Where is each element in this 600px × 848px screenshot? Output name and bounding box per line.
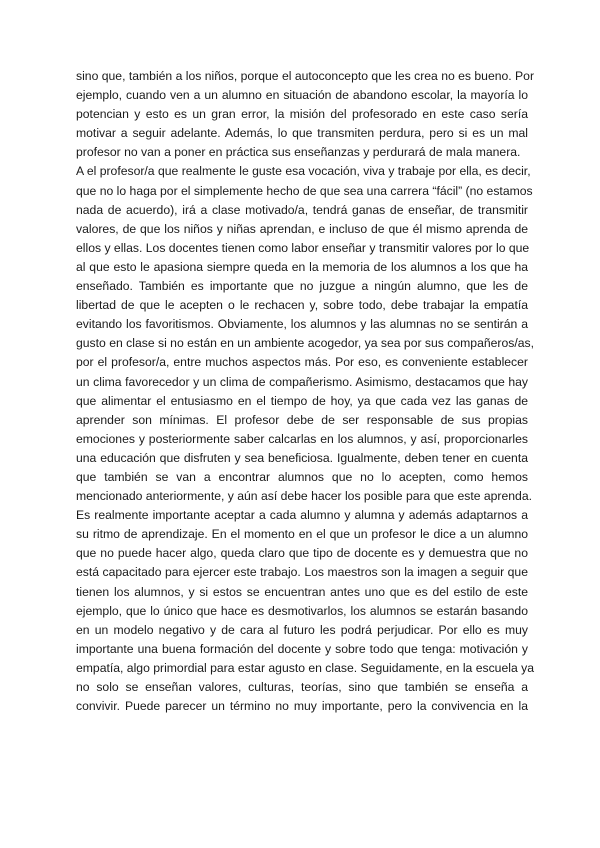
text-line: que no puede hacer algo, queda claro que tipo de docente es y demuestra que no <box>76 546 528 561</box>
text-line: aprender son mínimas. El profesor debe de ser responsable de sus propias <box>76 412 528 427</box>
text-line: ellos y ellas. Los docentes tienen como labor enseñar y transmitir valores por lo que <box>76 240 530 255</box>
text-line: por el profesor/a, entre muchos aspectos más. Por eso, es conveniente establecer <box>76 355 528 370</box>
text-line: mencionado anteriormente, y aún así debe hacer los posible para que este aprenda. <box>76 489 532 504</box>
text-line: un clima favorecedor y un clima de compañerismo. Asimismo, destacamos que hay <box>76 374 528 389</box>
text-line: convivir. Puede parecer un término no muy importante, pero la convivencia en la <box>76 699 528 714</box>
text-line: libertad de que le acepten o le rechacen y, sobre todo, debe trabajar la empatía <box>76 298 528 313</box>
text-line: profesor no van a poner en práctica sus enseñanzas y perdurará de mala manera. <box>76 145 521 160</box>
text-line: no solo se enseñan valores, culturas, teorías, sino que también se enseña a <box>76 680 528 694</box>
text-line: Es realmente importante aceptar a cada alumno y alumna y además adaptarnos a <box>76 508 528 523</box>
text-line: ejemplo, cuando ven a un alumno en situación de abandono escolar, la mayoría lo <box>76 88 528 103</box>
text-line: sino que, también a los niños, porque el autoconcepto que les crea no es bueno. Por <box>76 69 535 83</box>
body-text <box>76 67 535 716</box>
text-line: que también se van a encontrar alumnos que no lo acepten, como hemos <box>76 469 528 484</box>
text-line: una educación que disfruten y sea beneficiosa. Igualmente, deben tener en cuenta <box>76 450 528 465</box>
text-line: emociones y posteriormente saber calcarlas en los alumnos, y así, proporcionarles <box>76 431 528 446</box>
text-line: en un modelo negativo y de cara al futuro les podrá perjudicar. Por ello es muy <box>76 622 528 637</box>
text-line: que alimentar el entusiasmo en el tiempo de hoy, ya que cada vez las ganas de <box>76 393 528 408</box>
text-line: al que esto le apasiona siempre queda en la memoria de los alumnos a los que ha <box>76 259 528 274</box>
text-line: valores, de que los niños y niñas aprendan, e incluso de que él mismo aprenda de <box>76 221 528 236</box>
text-line: enseñado. También es importante que no juzgue a ningún alumno, que les de <box>76 279 528 294</box>
text-line: que no lo haga por el simplemente hecho de que sea una carrera “fácil” (no estamos <box>76 183 533 198</box>
text-line: tienen los alumnos, y si estos se encuentran antes uno que es del estilo de este <box>76 584 528 599</box>
text-line: gusto en clase si no están en un ambiente acogedor, ya sea por sus compañeros/as, <box>76 336 534 351</box>
text-line: nada de acuerdo), irá a clase motivado/a, tendrá ganas de enseñar, de transmitir <box>76 202 528 217</box>
text-line: potencian y esto es un gran error, la misión del profesorado en este caso sería <box>76 107 528 122</box>
text-line: empatía, algo primordial para estar agusto en clase. Seguidamente, en la escuela ya <box>76 660 534 675</box>
text-line: importante una buena formación del docente y sobre todo que tenga: motivación y <box>76 641 528 656</box>
text-line: motivar a seguir adelante. Además, lo que transmiten perdura, pero si es un mal <box>76 126 528 141</box>
text-line: ejemplo, que lo único que hace es desmotivarlos, los alumnos se estarán basando <box>76 603 528 618</box>
text-line: su ritmo de aprendizaje. En el momento en el que un profesor le dice a un alumno <box>76 527 528 542</box>
text-line: A el profesor/a que realmente le guste esa vocación, viva y trabaje por ella, es decir, <box>76 164 531 179</box>
text-line: está capacitado para ejercer este trabajo. Los maestros son la imagen a seguir que <box>76 565 528 580</box>
text-line: evitando los favoritismos. Obviamente, los alumnos y las alumnas no se sentirán a <box>76 317 528 332</box>
